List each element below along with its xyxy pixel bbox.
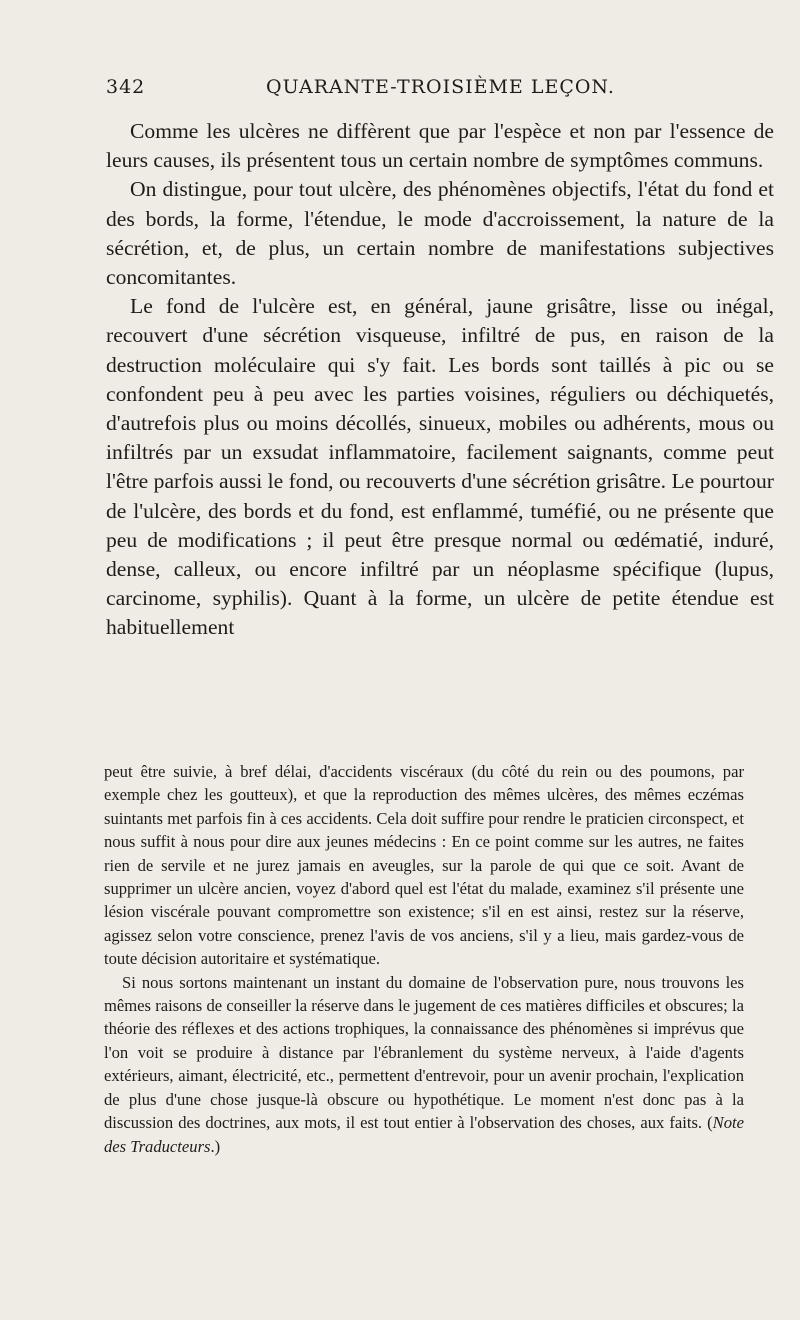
main-text — [106, 117, 774, 643]
paragraph: On distingue, pour tout ulcère, des phénomènes objectifs, l'état du fond et des bords, la forme, l'étendue, le mode d'accroissement, la nature de la sécrétion, et, de plus, un certain nombre de manifestations subjectives concomitantes. — [106, 177, 774, 290]
footnote — [104, 760, 744, 1158]
paragraph: Le fond de l'ulcère est, en général, jaune grisâtre, lisse ou inégal, recouvert d'une sécrétion visqueuse, infiltré de pus, en raison de la destruction moléculaire qui s'y fait. Les bords sont taillés à pic ou se confondent peu à peu avec les parties voisines, réguliers ou déchiquetés, d'autrefois plus ou moins décollés, sinueux, mobiles ou adhérents, mous ou infiltrés par un exsudat inflammatoire, facilement saignants, comme peut l'être parfois aussi le fond, ou recouverts d'une sécrétion grisâtre. Le pourtour de l'ulcère, des bords et du fond, est enflammé, tuméfié, ou ne présente que peu de modifications ; il peut être presque normal ou œdématié, induré, dense, calleux, ou encore infiltré par un néoplasme spécifique (lupus, carcinome, syphilis). Quant à la forme, un ulcère de petite étendue est habituellement — [106, 294, 774, 640]
page-number: 342 — [106, 76, 146, 98]
footnote-paragraph — [104, 971, 744, 1158]
page-header — [106, 76, 740, 108]
footnote-paragraph: peut être suivie, à bref délai, d'accidents viscéraux (du côté du rein ou des poumons, par exemple chez les goutteux), et que la reproduction des mêmes ulcères, des mêmes eczémas suintants met parfois fin à ces accidents. Cela doit suffire pour rendre le praticien circonspect, et nous suffit à nous pour dire aux jeunes médecins : En ce point comme sur les autres, ne faites rien de servile et ne jurez jamais en aveugles, sur la parole de qui que ce soit. Avant de supprimer un ulcère ancien, voyez d'abord quel est l'état du malade, examinez s'il présente une lésion viscérale pouvant compromettre son existence; s'il en est ainsi, restez sur la réserve, agissez selon votre conscience, prenez l'avis de vos anciens, s'il y a lieu, mais gardez-vous de toute décision autoritaire et systématique. — [104, 762, 744, 969]
paragraph: Comme les ulcères ne diffèrent que par l'espèce et non par l'essence de leurs causes, ils présentent tous un certain nombre de symptômes communs. — [106, 119, 774, 173]
translators-note-label: Note des Traducteurs — [104, 1113, 744, 1156]
note-close: .) — [210, 1136, 221, 1156]
footnote-text: Si nous sortons maintenant un instant du domaine de l'observation pure, nous trouvons les mêmes raisons de conseiller la réserve dans le jugement de ces matières difficiles et obscures; la théorie des réflexes et des actions trophiques, la connaissance des phénomènes si imprévus que l'on voit se produire à distance par l'ébranlement du système nerveux, à l'aide d'agents extérieurs, aimant, électricité, etc., permettent d'entrevoir, pour un avenir prochain, l'explication de plus d'une chose jusque-là obscure ou hypothétique. Le moment n'est donc pas à la discussion des doctrines, aux mots, il est tout entier à l'observation des choses, aux faits. — [104, 972, 744, 1133]
note-open: ( — [707, 1113, 713, 1133]
running-title: QUARANTE-TROISIÈME LEÇON. — [266, 76, 615, 98]
